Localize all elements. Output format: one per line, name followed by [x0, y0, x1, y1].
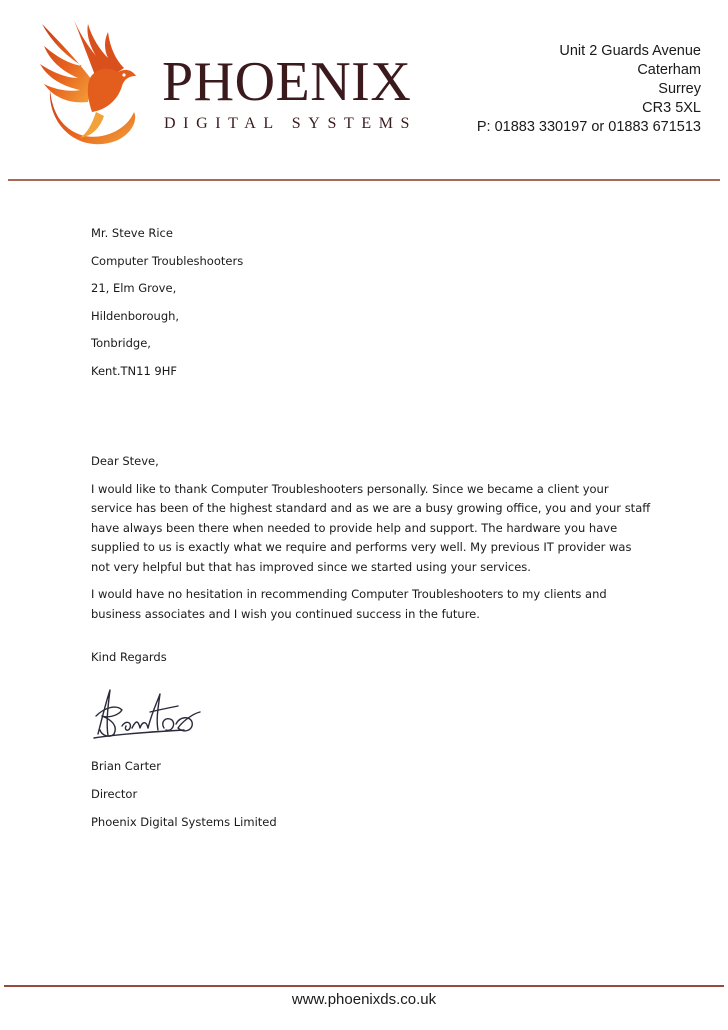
signoff-block [91, 759, 277, 843]
recipient-line: 21, Elm Grove, [91, 281, 177, 296]
letter-body [91, 452, 651, 632]
company-tagline: DIGITAL SYSTEMS [164, 115, 418, 132]
company-website: www.phoenixds.co.uk [291, 991, 437, 1008]
recipient-address [91, 226, 243, 392]
address-line: CR3 5XL [642, 100, 701, 116]
company-phone: P: 01883 330197 or 01883 671513 [476, 119, 701, 135]
header-divider [8, 179, 720, 181]
body-paragraph: I would like to thank Computer Troubleshooters personally. Since we became a client your service has been of the highest standard and as we are a busy growing office, you and your staff have always been there when needed to provide help and support. The hardware you have supplied to us is exactly what we require and performs very well. My previous IT provider was not very helpful but that has improved since we started using your services. [91, 481, 651, 574]
company-name: PHOENIX [162, 51, 412, 113]
signer-company: Phoenix Digital Systems Limited [91, 815, 277, 829]
company-address [477, 42, 701, 137]
recipient-line: Computer Troubleshooters [91, 253, 244, 268]
address-line: Unit 2 Guards Avenue [559, 43, 701, 59]
closing: Kind Regards [91, 650, 167, 664]
body-paragraph: I would have no hesitation in recommending Computer Troubleshooters to my clients and business associates and I wish you continued success in the future. [91, 587, 607, 621]
recipient-line: Mr. Steve Rice [91, 226, 173, 240]
recipient-line: Hildenborough, [91, 308, 180, 323]
address-line: Surrey [658, 81, 701, 97]
recipient-line: Tonbridge, [91, 336, 151, 351]
footer-divider [4, 985, 724, 987]
recipient-line: Kent.TN11 9HF [91, 363, 177, 378]
salutation: Dear Steve, [91, 454, 159, 468]
signer-name: Brian Carter [91, 759, 161, 773]
phoenix-bird-icon [30, 20, 140, 160]
signer-title: Director [91, 787, 138, 801]
handwritten-signature [88, 682, 203, 744]
address-line: Caterham [637, 62, 701, 78]
